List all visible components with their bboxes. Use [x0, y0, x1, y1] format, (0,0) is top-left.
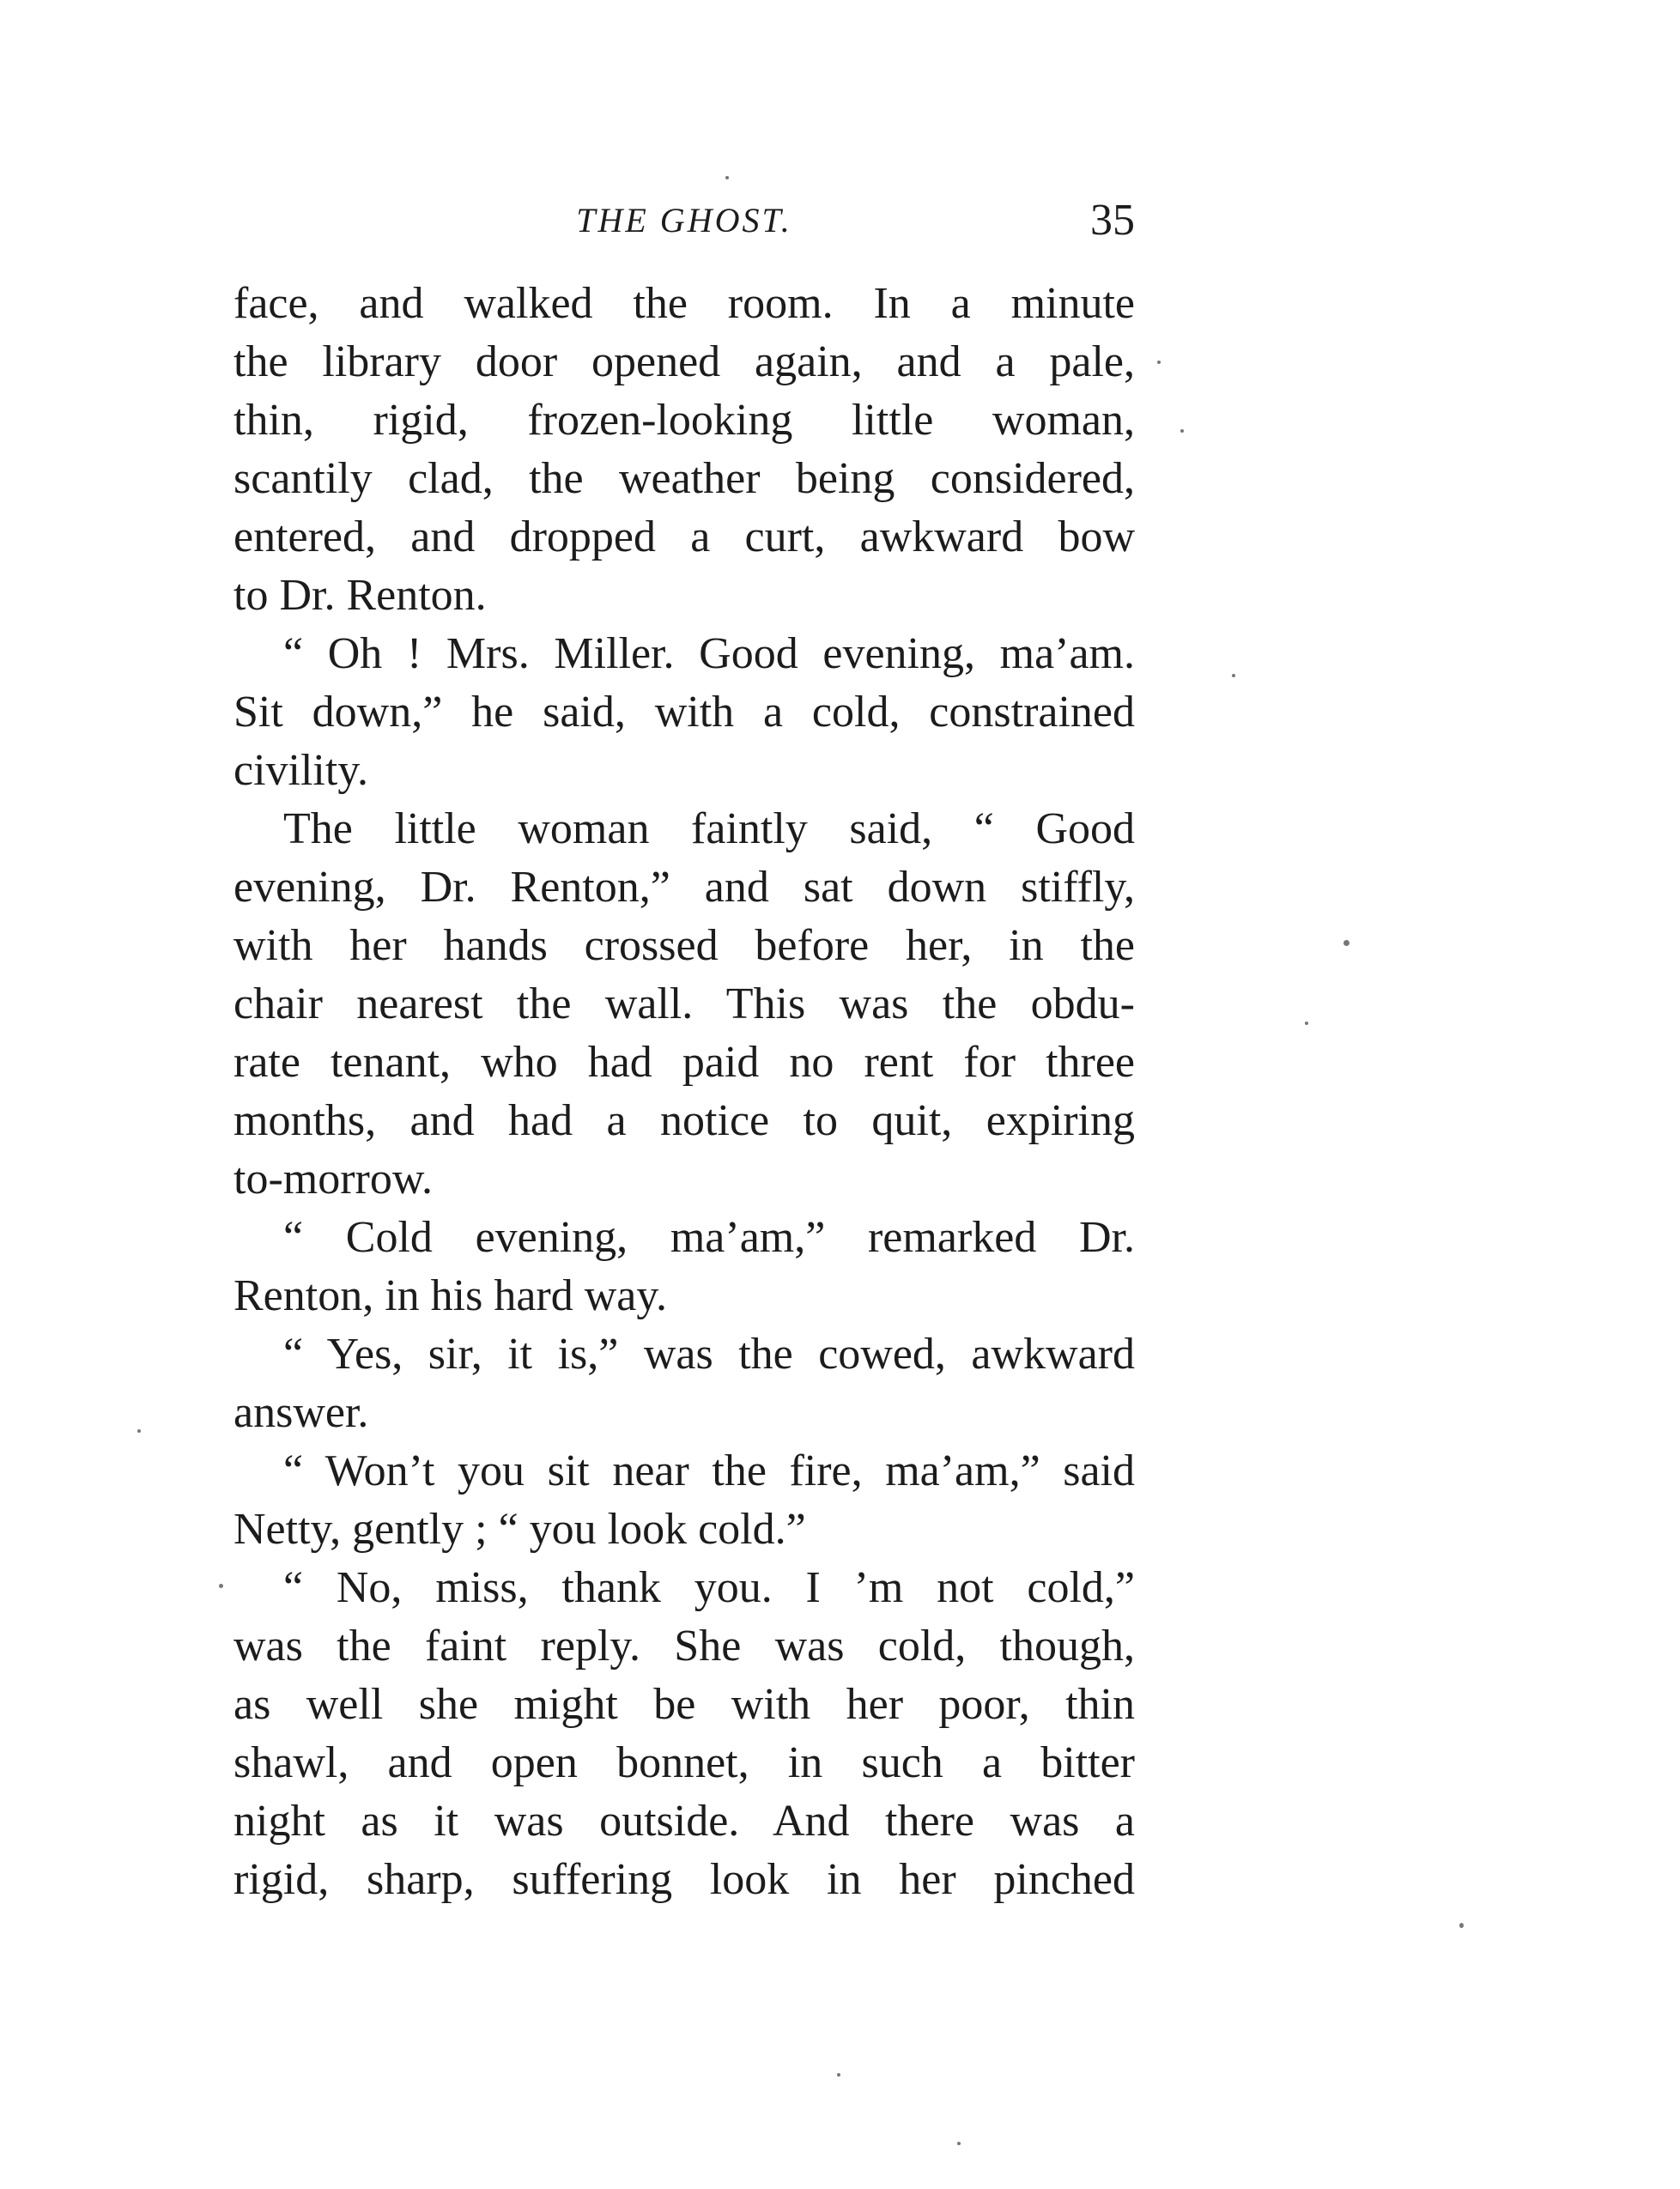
scan-speck [1343, 940, 1349, 946]
text-line: face, and walked the room. In a minute [234, 279, 1135, 328]
scan-speck [1459, 1923, 1464, 1928]
text-line: with her hands crossed before her, in the [234, 921, 1135, 970]
text-line: scantily clad, the weather being considered, [234, 454, 1135, 503]
scan-speck [1305, 1022, 1308, 1025]
text-line: answer. [234, 1388, 369, 1437]
text-line: The little woman faintly said, “ Good [283, 804, 1135, 853]
scan-speck [1180, 429, 1184, 433]
text-line: shawl, and open bonnet, in such a bitter [234, 1738, 1135, 1787]
text-line: Netty, gently ; “ you look cold.” [234, 1505, 806, 1554]
text-line: the library door opened again, and a pale, [234, 337, 1135, 386]
text-line: rate tenant, who had paid no rent for three [234, 1038, 1135, 1087]
text-line: to-morrow. [234, 1155, 434, 1204]
text-line: civility. [234, 746, 368, 795]
scan-speck [219, 1584, 223, 1588]
scan-speck [837, 2073, 840, 2077]
scan-speck [725, 176, 729, 179]
text-line: entered, and dropped a curt, awkward bow [234, 512, 1135, 561]
page-header [234, 191, 1135, 251]
text-line: Renton, in his hard way. [234, 1271, 667, 1320]
running-title: THE GHOST. [576, 201, 792, 240]
scan-speck [1157, 361, 1161, 364]
text-line: “ Yes, sir, it is,” was the cowed, awkward [283, 1330, 1135, 1379]
text-line: “ Won’t you sit near the fire, ma’am,” said [283, 1446, 1135, 1495]
text-line: as well she might be with her poor, thin [234, 1680, 1135, 1729]
text-line: was the faint reply. She was cold, though, [234, 1622, 1135, 1671]
body-text [234, 275, 1135, 1909]
text-line: night as it was outside. And there was a [234, 1797, 1135, 1846]
text-line: “ Oh ! Mrs. Miller. Good evening, ma’am. [283, 629, 1135, 678]
scan-speck [957, 2142, 961, 2145]
text-line: Sit down,” he said, with a cold, constrained [234, 688, 1135, 737]
text-line: thin, rigid, frozen-looking little woman, [234, 396, 1135, 445]
text-line: months, and had a notice to quit, expiring [234, 1096, 1135, 1145]
text-line: “ Cold evening, ma’am,” remarked Dr. [283, 1213, 1135, 1262]
scan-speck [1232, 674, 1235, 677]
text-line: rigid, sharp, suffering look in her pinched [234, 1855, 1135, 1904]
text-line: to Dr. Renton. [234, 571, 487, 620]
text-line: chair nearest the wall. This was the obdu- [234, 979, 1135, 1028]
text-line: “ No, miss, thank you. I ’m not cold,” [283, 1563, 1135, 1612]
text-line: evening, Dr. Renton,” and sat down stiffly, [234, 863, 1135, 912]
page-number: 35 [1090, 196, 1135, 245]
scan-speck [137, 1429, 141, 1433]
